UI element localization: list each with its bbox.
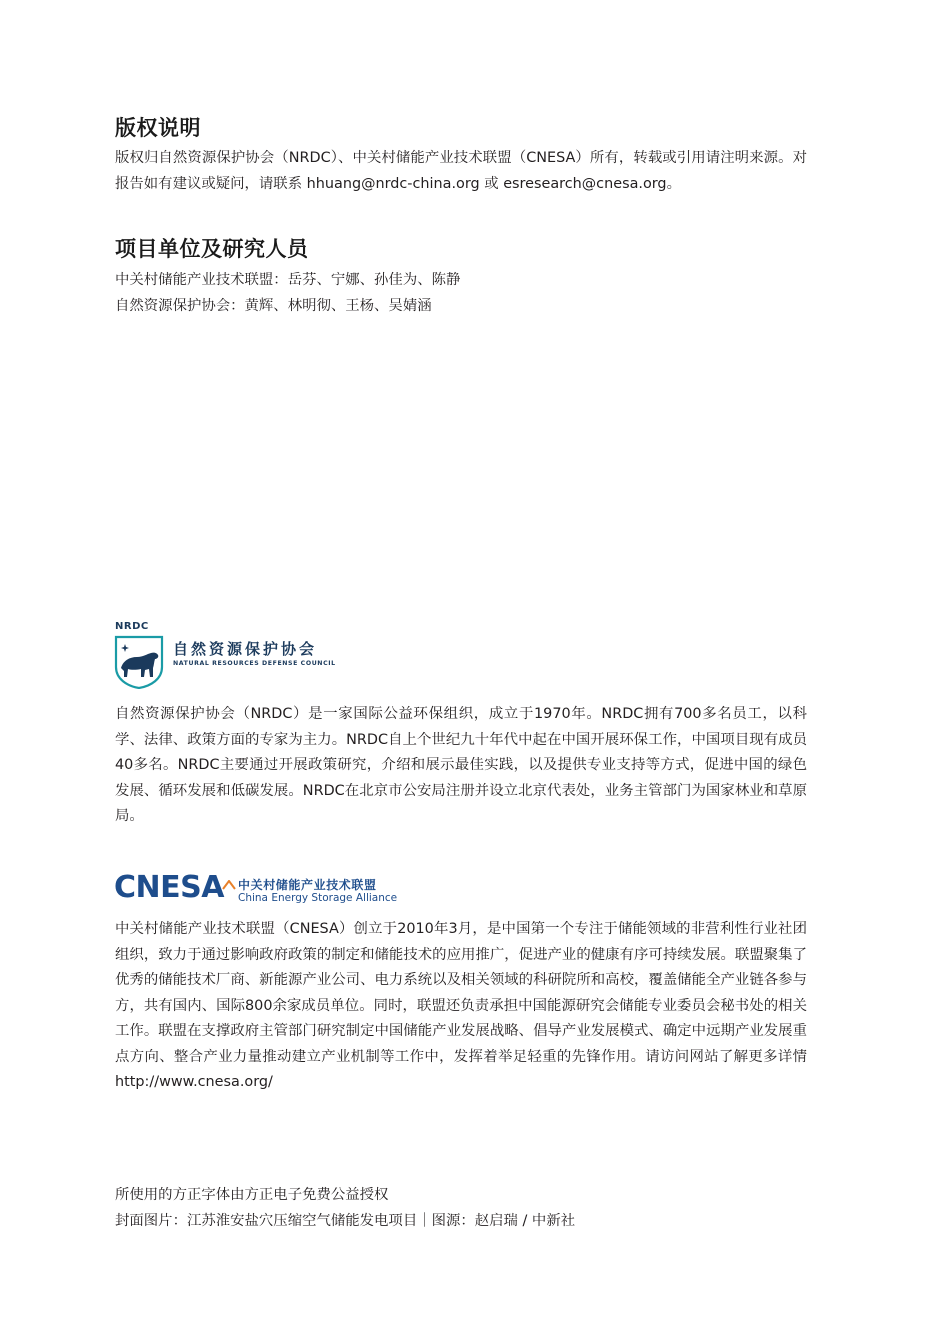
nrdc-logo-english: NATURAL RESOURCES DEFENSE COUNCIL <box>173 660 336 667</box>
copyright-text: 版权归自然资源保护协会（NRDC）、中关村储能产业技术联盟（CNESA）所有，转载或引用请注明来源。对报告如有建议或疑问，请联系 hhuang@nrdc-china.org 或 esresearch@cnesa.org。 <box>115 150 807 192</box>
cnesa-logo-english: China Energy Storage Alliance <box>238 892 398 904</box>
nrdc-logo-acronym: NRDC <box>115 621 149 632</box>
polar-bear-shield-icon <box>113 635 165 689</box>
cnesa-logo-chinese: 中关村储能产业技术联盟 <box>238 878 377 892</box>
cnesa-accent-icon <box>222 880 236 890</box>
cover-image-credit: 封面图片：江苏淮安盐穴压缩空气储能发电项目｜图源：赵启瑞 / 中新社 <box>115 1213 576 1229</box>
cnesa-logo <box>114 870 398 908</box>
nrdc-logo <box>113 621 353 689</box>
font-credit: 所使用的方正字体由方正电子免费公益授权 <box>115 1187 389 1203</box>
project-line-nrdc: 自然资源保护协会：黄辉、林明彻、王杨、吴婧涵 <box>115 298 432 314</box>
nrdc-logo-chinese: 自然资源保护协会 <box>173 640 318 658</box>
copyright-heading: 版权说明 <box>115 116 201 140</box>
nrdc-description: 自然资源保护协会（NRDC）是一家国际公益环保组织，成立于1970年。NRDC拥有700多名员工，以科学、法律、政策方面的专家为主力。NRDC自上个世纪九十年代中起在中国开展环保工作，中国项目现有成员40多名。NRDC主要通过开展政策研究，介绍和展示最佳实践，以及提供专业支持等方式，促进中国的绿色发展、循环发展和低碳发展。NRDC在北京市公安局注册并设立北京代表处，业务主管部门为国家林业和草原局。 <box>115 706 807 824</box>
cnesa-description: 中关村储能产业技术联盟（CNESA）创立于2010年3月，是中国第一个专注于储能领域的非营利性行业社团组织，致力于通过影响政府政策的制定和储能技术的应用推广，促进产业的健康有序可持续发展。联盟聚集了优秀的储能技术厂商、新能源产业公司、电力系统以及相关领域的科研院所和高校，覆盖储能全产业链各参与方，共有国内、国际800余家成员单位。同时，联盟还负责承担中国能源研究会储能专业委员会秘书处的相关工作。联盟在支撑政府主管部门研究制定中国储能产业发展战略、倡导产业发展模式、确定中远期产业发展重点方向、整合产业力量推动建立产业机制等工作中，发挥着举足轻重的先锋作用。请访问网站了解更多详情 http://www.cnesa.org/ <box>115 921 807 1090</box>
cnesa-logo-word: CNESA <box>114 870 224 905</box>
project-heading: 项目单位及研究人员 <box>115 237 309 261</box>
project-line-cnesa: 中关村储能产业技术联盟：岳芬、宁娜、孙佳为、陈静 <box>115 272 461 288</box>
